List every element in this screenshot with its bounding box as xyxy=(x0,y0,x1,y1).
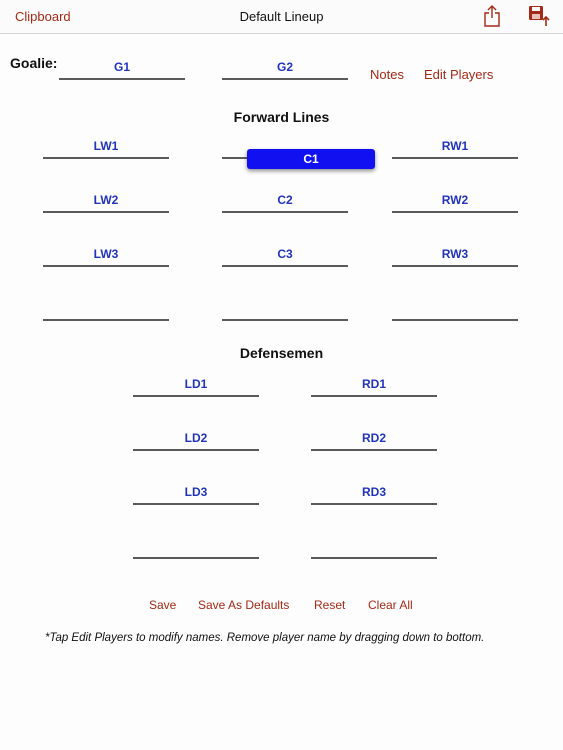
forward-slot-lw2[interactable] xyxy=(43,189,169,213)
reset-button[interactable]: Reset xyxy=(314,598,346,612)
page-title: Default Lineup xyxy=(239,9,324,24)
defense-slot-rd1[interactable] xyxy=(311,373,437,397)
slot-label: RW3 xyxy=(441,247,469,261)
dragging-player-label: C1 xyxy=(303,152,319,166)
slot-label: RD3 xyxy=(361,485,386,499)
goalie-slot-2[interactable] xyxy=(222,56,348,80)
goalie-slot-1[interactable] xyxy=(59,56,185,80)
forward-slot-rw2[interactable] xyxy=(392,189,518,213)
slot-label: G1 xyxy=(113,60,130,74)
forward-slot-lw1[interactable] xyxy=(43,135,169,159)
slot-label: RD1 xyxy=(361,377,386,391)
slot-label: C2 xyxy=(277,193,293,207)
defense-slot-ld2[interactable] xyxy=(133,427,259,451)
slot-label: LD1 xyxy=(184,377,208,391)
defense-slot-rd3[interactable] xyxy=(311,481,437,505)
slot-label: C3 xyxy=(277,247,293,261)
clipboard-back-button[interactable]: Clipboard xyxy=(15,9,71,24)
forward-slot-lw3[interactable] xyxy=(43,243,169,267)
forward-slot-empty-left[interactable] xyxy=(43,297,169,321)
share-button[interactable] xyxy=(482,5,502,27)
help-footnote: *Tap Edit Players to modify names. Remove player name by dragging down to bottom. xyxy=(45,632,485,644)
slot-label: G2 xyxy=(276,60,293,74)
defense-slot-empty-left[interactable] xyxy=(133,535,259,559)
slot-label: RW2 xyxy=(441,193,469,207)
forward-slot-rw1[interactable] xyxy=(392,135,518,159)
defense-slot-ld3[interactable] xyxy=(133,481,259,505)
slot-label: LW1 xyxy=(93,139,119,153)
defense-slot-empty-right[interactable] xyxy=(311,535,437,559)
navigation-bar xyxy=(0,0,563,34)
slot-label: LW3 xyxy=(93,247,119,261)
slot-label: RW1 xyxy=(441,139,469,153)
dragging-player-chip[interactable] xyxy=(247,149,375,169)
forward-slot-c2[interactable] xyxy=(222,189,348,213)
share-icon xyxy=(482,5,502,27)
forward-lines-heading: Forward Lines xyxy=(233,109,330,125)
defense-slot-ld1[interactable] xyxy=(133,373,259,397)
clear-all-button[interactable]: Clear All xyxy=(368,598,413,612)
edit-players-button[interactable]: Edit Players xyxy=(424,67,494,82)
forward-slot-empty-center[interactable] xyxy=(222,297,348,321)
defensemen-heading: Defensemen xyxy=(239,345,324,361)
forward-slot-empty-right[interactable] xyxy=(392,297,518,321)
forward-slot-c3[interactable] xyxy=(222,243,348,267)
notes-button[interactable]: Notes xyxy=(370,67,404,82)
slot-label: LD3 xyxy=(184,485,208,499)
slot-label: LD2 xyxy=(184,431,208,445)
save-disk-button[interactable] xyxy=(527,5,551,27)
slot-label: LW2 xyxy=(93,193,119,207)
slot-label: RD2 xyxy=(361,431,386,445)
forward-slot-rw3[interactable] xyxy=(392,243,518,267)
save-disk-icon xyxy=(527,5,551,27)
defense-slot-rd2[interactable] xyxy=(311,427,437,451)
save-button[interactable]: Save xyxy=(149,598,177,612)
goalie-label: Goalie: xyxy=(10,55,58,71)
save-as-defaults-button[interactable]: Save As Defaults xyxy=(198,598,290,612)
